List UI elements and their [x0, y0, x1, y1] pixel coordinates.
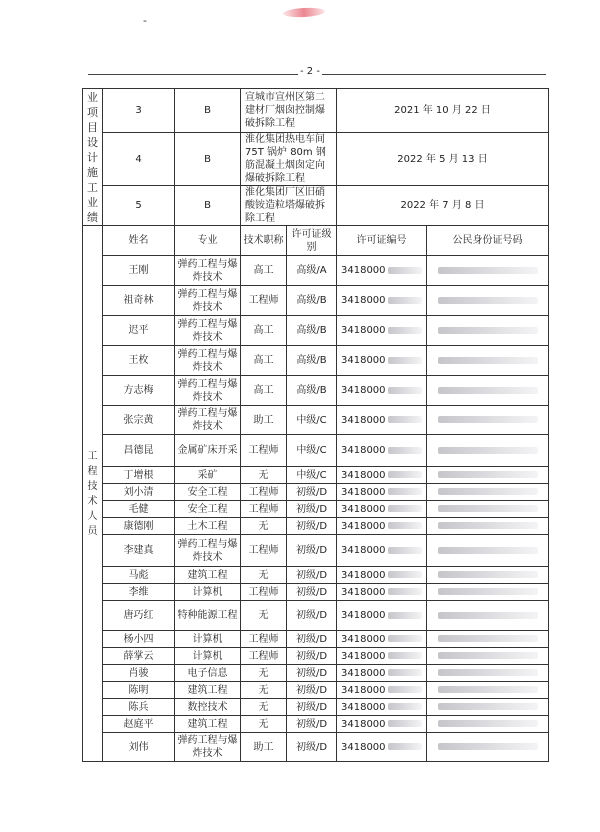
staff-name: 迟平	[103, 316, 175, 346]
license-prefix: 3418000	[341, 520, 386, 532]
staff-major: 安全工程	[175, 501, 241, 518]
staff-name: 赵庭平	[103, 716, 175, 733]
staff-license	[337, 682, 427, 699]
staff-title: 工程师	[241, 584, 287, 601]
staff-license	[337, 467, 427, 484]
staff-license	[337, 665, 427, 682]
redacted-id-number	[438, 488, 538, 495]
staff-name: 毛健	[103, 501, 175, 518]
staff-level: 高级/B	[287, 346, 337, 376]
license-prefix: 3418000	[341, 569, 386, 581]
staff-id-number	[427, 484, 549, 501]
redacted-id-number	[438, 635, 538, 642]
staff-major: 特种能源工程	[175, 601, 241, 631]
license-prefix: 3418000	[341, 741, 386, 753]
staff-title: 工程师	[241, 631, 287, 648]
staff-title: 工程师	[241, 648, 287, 665]
staff-name: 陈明	[103, 682, 175, 699]
projects-section-label: 业项目设计施工业绩	[83, 89, 103, 226]
staff-name: 马彪	[103, 567, 175, 584]
staff-id-number	[427, 665, 549, 682]
license-prefix: 3418000	[341, 486, 386, 498]
project-row	[83, 133, 549, 186]
redacted-license-suffix	[388, 471, 422, 478]
project-name: 淮化集团厂区旧硝酸铵造粒塔爆破拆除工程	[241, 186, 337, 226]
red-stamp-mark	[283, 7, 325, 18]
staff-row	[83, 467, 549, 484]
staff-major: 弹药工程与爆炸技术	[175, 406, 241, 435]
staff-license	[337, 435, 427, 467]
license-prefix: 3418000	[341, 265, 386, 276]
project-grade: B	[175, 186, 241, 226]
staff-row	[83, 535, 549, 567]
staff-level: 中级/C	[287, 435, 337, 467]
project-no: 4	[103, 133, 175, 186]
staff-id-number	[427, 631, 549, 648]
staff-row	[83, 286, 549, 316]
staff-major: 电子信息	[175, 665, 241, 682]
staff-license	[337, 256, 427, 286]
staff-title: 工程师	[241, 435, 287, 467]
staff-row	[83, 346, 549, 376]
staff-id-number	[427, 733, 549, 762]
staff-level: 初级/D	[287, 535, 337, 567]
staff-title: 无	[241, 716, 287, 733]
staff-title: 无	[241, 467, 287, 484]
staff-row	[83, 733, 549, 762]
staff-level: 初级/D	[287, 631, 337, 648]
redacted-license-suffix	[388, 488, 422, 495]
staff-name: 丁增根	[103, 467, 175, 484]
staff-license	[337, 286, 427, 316]
redacted-id-number	[438, 505, 538, 512]
redacted-license-suffix	[388, 652, 422, 659]
redacted-license-suffix	[388, 387, 422, 394]
project-date: 2022 年 5 月 13 日	[337, 133, 549, 186]
staff-level: 高级/B	[287, 286, 337, 316]
staff-row	[83, 518, 549, 535]
project-date: 2021 年 10 月 22 日	[337, 89, 549, 133]
staff-row	[83, 665, 549, 682]
license-prefix: 3418000	[341, 325, 386, 336]
project-name: 宣城市宣州区第二建材厂烟囱控制爆破拆除工程	[241, 89, 337, 133]
staff-id-number	[427, 316, 549, 346]
redacted-id-number	[438, 588, 538, 595]
license-prefix: 3418000	[341, 610, 386, 621]
staff-title: 无	[241, 518, 287, 535]
staff-major: 土木工程	[175, 518, 241, 535]
staff-level: 初级/D	[287, 699, 337, 716]
staff-id-number	[427, 376, 549, 406]
staff-license	[337, 631, 427, 648]
redacted-license-suffix	[388, 612, 422, 619]
redacted-id-number	[438, 571, 538, 578]
staff-license	[337, 601, 427, 631]
staff-title: 助工	[241, 406, 287, 435]
staff-name: 康德刚	[103, 518, 175, 535]
staff-level: 初级/D	[287, 567, 337, 584]
redacted-license-suffix	[388, 588, 422, 595]
staff-major: 计算机	[175, 631, 241, 648]
staff-license	[337, 648, 427, 665]
staff-major: 弹药工程与爆炸技术	[175, 346, 241, 376]
license-prefix: 3418000	[341, 445, 386, 456]
staff-major: 计算机	[175, 648, 241, 665]
staff-title: 高工	[241, 346, 287, 376]
redacted-license-suffix	[388, 720, 422, 727]
staff-row	[83, 584, 549, 601]
staff-id-number	[427, 601, 549, 631]
staff-row	[83, 682, 549, 699]
staff-id-number	[427, 286, 549, 316]
staff-row	[83, 699, 549, 716]
redacted-license-suffix	[388, 635, 422, 642]
staff-license	[337, 316, 427, 346]
staff-level: 高级/B	[287, 316, 337, 346]
column-header: 姓名	[103, 226, 175, 256]
staff-level: 初级/D	[287, 665, 337, 682]
staff-major: 弹药工程与爆炸技术	[175, 286, 241, 316]
license-prefix: 3418000	[341, 684, 386, 696]
column-header: 公民身份证号码	[427, 226, 549, 256]
redacted-id-number	[438, 669, 538, 676]
staff-row	[83, 631, 549, 648]
redacted-id-number	[438, 387, 538, 394]
license-prefix: 3418000	[341, 586, 386, 598]
staff-name: 肖骏	[103, 665, 175, 682]
staff-level: 高级/A	[287, 256, 337, 286]
staff-id-number	[427, 567, 549, 584]
page-number: - 2 -	[300, 66, 320, 77]
staff-license	[337, 699, 427, 716]
staff-license	[337, 584, 427, 601]
staff-id-number	[427, 406, 549, 435]
staff-row	[83, 484, 549, 501]
redacted-license-suffix	[388, 357, 422, 364]
staff-title: 无	[241, 682, 287, 699]
redacted-id-number	[438, 612, 538, 619]
license-prefix: 3418000	[341, 503, 386, 515]
redacted-license-suffix	[388, 267, 422, 274]
staff-title: 工程师	[241, 535, 287, 567]
staff-major: 弹药工程与爆炸技术	[175, 535, 241, 567]
staff-title: 工程师	[241, 484, 287, 501]
license-prefix: 3418000	[341, 701, 386, 713]
column-header: 许可证编号	[337, 226, 427, 256]
staff-level: 初级/D	[287, 584, 337, 601]
staff-name: 李维	[103, 584, 175, 601]
license-prefix: 3418000	[341, 667, 386, 679]
staff-name: 方志梅	[103, 376, 175, 406]
staff-name: 刘伟	[103, 733, 175, 762]
staff-license	[337, 716, 427, 733]
redacted-license-suffix	[388, 522, 422, 529]
staff-major: 数控技术	[175, 699, 241, 716]
redacted-license-suffix	[388, 686, 422, 693]
staff-id-number	[427, 435, 549, 467]
staff-name: 薛掌云	[103, 648, 175, 665]
license-prefix: 3418000	[341, 355, 386, 366]
staff-level: 初级/D	[287, 501, 337, 518]
staff-id-number	[427, 467, 549, 484]
license-prefix: 3418000	[341, 469, 386, 481]
staff-id-number	[427, 535, 549, 567]
project-grade: B	[175, 133, 241, 186]
staff-section-label: 工程技术人员	[83, 226, 103, 762]
staff-name: 刘小清	[103, 484, 175, 501]
staff-id-number	[427, 501, 549, 518]
staff-level: 初级/D	[287, 601, 337, 631]
staff-name: 王刚	[103, 256, 175, 286]
staff-id-number	[427, 699, 549, 716]
redacted-id-number	[438, 703, 538, 710]
staff-title: 无	[241, 699, 287, 716]
redacted-license-suffix	[388, 547, 422, 554]
staff-name: 杨小四	[103, 631, 175, 648]
staff-license	[337, 346, 427, 376]
project-row	[83, 89, 549, 133]
column-header: 专业	[175, 226, 241, 256]
staff-row	[83, 567, 549, 584]
staff-row	[83, 256, 549, 286]
top-mark: -	[143, 14, 147, 27]
redacted-id-number	[438, 357, 538, 364]
staff-title: 无	[241, 601, 287, 631]
redacted-license-suffix	[388, 327, 422, 334]
staff-license	[337, 733, 427, 762]
project-no: 3	[103, 89, 175, 133]
redacted-license-suffix	[388, 743, 422, 750]
staff-major: 建筑工程	[175, 567, 241, 584]
redacted-license-suffix	[388, 703, 422, 710]
column-header: 许可证级别	[287, 226, 337, 256]
staff-level: 中级/C	[287, 406, 337, 435]
staff-row	[83, 316, 549, 346]
staff-id-number	[427, 584, 549, 601]
staff-row	[83, 406, 549, 435]
staff-title: 高工	[241, 316, 287, 346]
staff-name: 王枚	[103, 346, 175, 376]
license-prefix: 3418000	[341, 295, 386, 306]
staff-level: 初级/D	[287, 733, 337, 762]
redacted-id-number	[438, 547, 538, 554]
column-header: 技术职称	[241, 226, 287, 256]
staff-license	[337, 484, 427, 501]
staff-license	[337, 376, 427, 406]
staff-major: 计算机	[175, 584, 241, 601]
staff-license	[337, 501, 427, 518]
redacted-license-suffix	[388, 297, 422, 304]
license-prefix: 3418000	[341, 414, 386, 426]
staff-row	[83, 648, 549, 665]
license-prefix: 3418000	[341, 633, 386, 645]
staff-name: 祖奇林	[103, 286, 175, 316]
staff-title: 工程师	[241, 501, 287, 518]
license-prefix: 3418000	[341, 385, 386, 396]
redacted-license-suffix	[388, 447, 422, 454]
redacted-id-number	[438, 267, 538, 274]
staff-title: 高工	[241, 256, 287, 286]
redacted-id-number	[438, 327, 538, 334]
staff-major: 弹药工程与爆炸技术	[175, 316, 241, 346]
qualification-table	[82, 88, 549, 762]
staff-id-number	[427, 518, 549, 535]
staff-major: 金属矿床开采	[175, 435, 241, 467]
staff-level: 中级/C	[287, 467, 337, 484]
license-prefix: 3418000	[341, 545, 386, 556]
staff-major: 弹药工程与爆炸技术	[175, 733, 241, 762]
staff-id-number	[427, 648, 549, 665]
staff-row	[83, 601, 549, 631]
staff-level: 初级/D	[287, 518, 337, 535]
redacted-id-number	[438, 522, 538, 529]
redacted-id-number	[438, 297, 538, 304]
project-row	[83, 186, 549, 226]
redacted-id-number	[438, 652, 538, 659]
staff-level: 高级/B	[287, 376, 337, 406]
redacted-id-number	[438, 720, 538, 727]
project-no: 5	[103, 186, 175, 226]
redacted-license-suffix	[388, 416, 422, 423]
staff-major: 建筑工程	[175, 716, 241, 733]
staff-name: 陈兵	[103, 699, 175, 716]
project-date: 2022 年 7 月 8 日	[337, 186, 549, 226]
staff-license	[337, 567, 427, 584]
staff-major: 弹药工程与爆炸技术	[175, 376, 241, 406]
staff-title: 高工	[241, 376, 287, 406]
staff-id-number	[427, 716, 549, 733]
staff-row	[83, 716, 549, 733]
project-grade: B	[175, 89, 241, 133]
redacted-id-number	[438, 471, 538, 478]
license-prefix: 3418000	[341, 718, 386, 730]
staff-name: 昌德昆	[103, 435, 175, 467]
staff-major: 建筑工程	[175, 682, 241, 699]
staff-major: 采矿	[175, 467, 241, 484]
redacted-license-suffix	[388, 505, 422, 512]
staff-level: 初级/D	[287, 648, 337, 665]
redacted-id-number	[438, 416, 538, 423]
staff-level: 初级/D	[287, 716, 337, 733]
staff-title: 助工	[241, 733, 287, 762]
staff-license	[337, 535, 427, 567]
redacted-id-number	[438, 447, 538, 454]
license-prefix: 3418000	[341, 650, 386, 662]
staff-license	[337, 406, 427, 435]
staff-name: 李建真	[103, 535, 175, 567]
staff-level: 初级/D	[287, 484, 337, 501]
redacted-id-number	[438, 743, 538, 750]
staff-header-row	[83, 226, 549, 256]
redacted-license-suffix	[388, 571, 422, 578]
staff-row	[83, 435, 549, 467]
staff-row	[83, 501, 549, 518]
staff-id-number	[427, 682, 549, 699]
project-name: 淮化集团热电车间 75T 锅炉 80m 钢筋混凝土烟囱定向爆破拆除工程	[241, 133, 337, 186]
redacted-license-suffix	[388, 669, 422, 676]
staff-title: 工程师	[241, 286, 287, 316]
staff-major: 弹药工程与爆炸技术	[175, 256, 241, 286]
staff-major: 安全工程	[175, 484, 241, 501]
staff-title: 无	[241, 567, 287, 584]
staff-row	[83, 376, 549, 406]
staff-level: 初级/D	[287, 682, 337, 699]
staff-name: 唐巧红	[103, 601, 175, 631]
staff-title: 无	[241, 665, 287, 682]
staff-id-number	[427, 256, 549, 286]
staff-license	[337, 518, 427, 535]
staff-id-number	[427, 346, 549, 376]
redacted-id-number	[438, 686, 538, 693]
staff-name: 张宗黄	[103, 406, 175, 435]
